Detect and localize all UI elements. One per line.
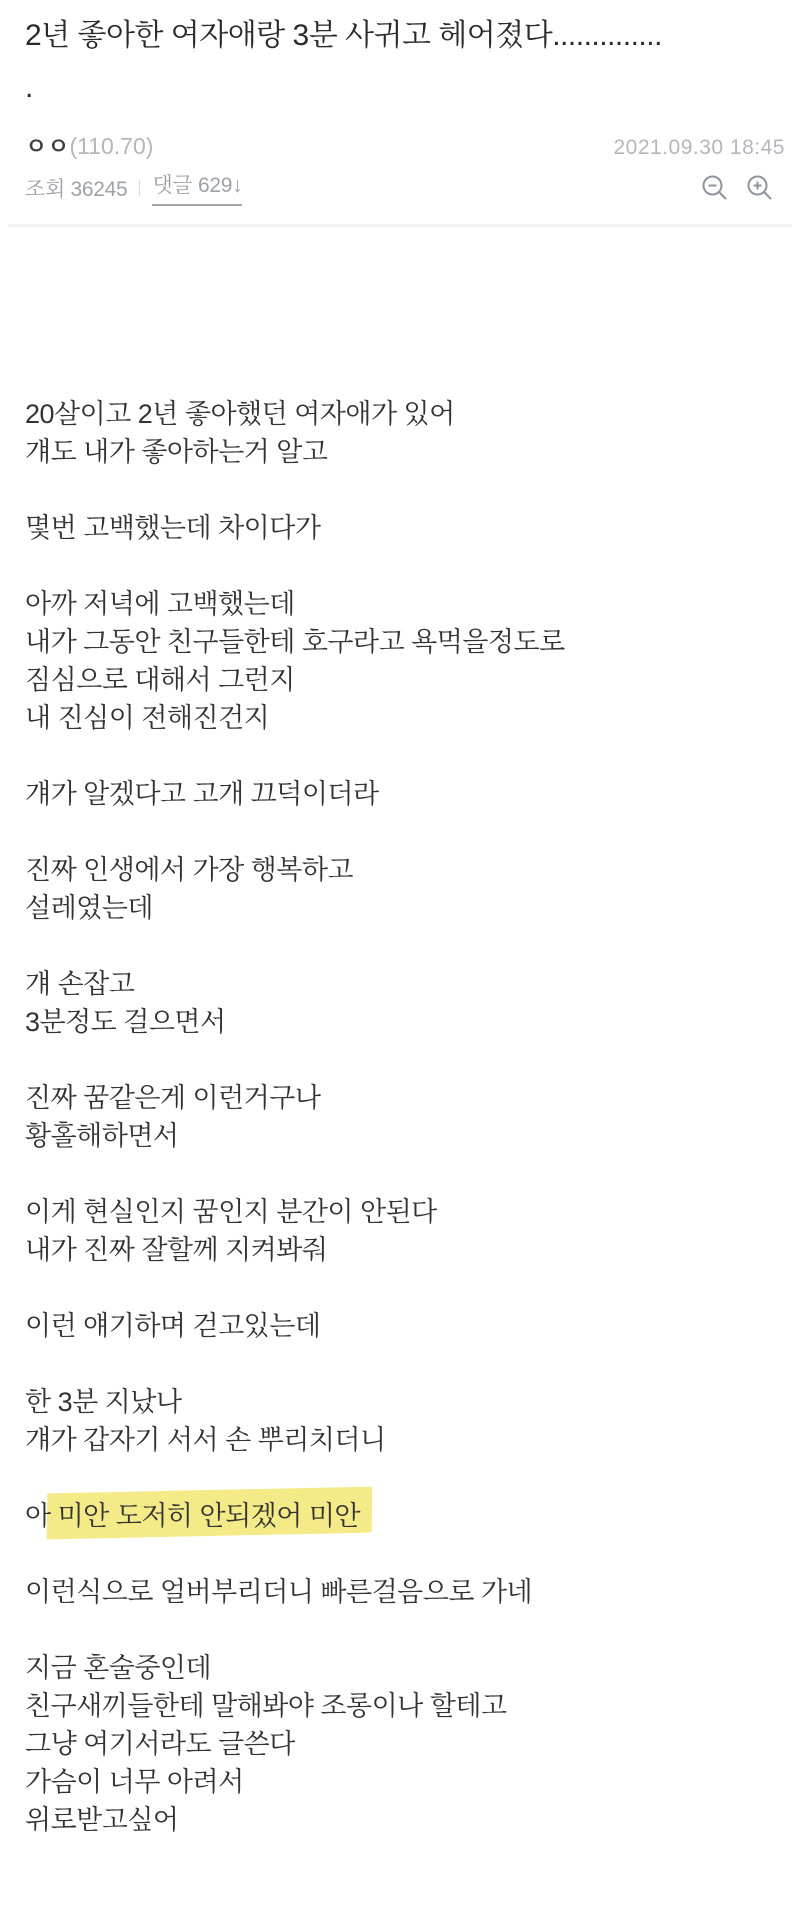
body-line: 가슴이 너무 아려서 [25, 1767, 244, 1797]
zoom-out-button[interactable] [701, 174, 728, 201]
magnifier-plus-icon [746, 174, 773, 201]
body-line: 한 3분 지났나 [25, 1387, 182, 1417]
body-line: 지금 혼술중인데 [25, 1653, 212, 1683]
body-line: 내가 그동안 친구들한테 호구라고 욕먹을정도로 [25, 627, 565, 657]
body-paragraph [25, 509, 785, 547]
body-line: 짐심으로 대해서 그런지 [25, 665, 295, 695]
title-overflow: . [25, 71, 33, 104]
body-line: 걔 손잡고 [25, 969, 135, 999]
body-paragraph [25, 965, 785, 1041]
body-line: 이런식으로 얼버부리더니 빠른걸음으로 가네 [25, 1577, 533, 1607]
body-line: 진짜 꿈같은게 이런거구나 [25, 1083, 321, 1113]
body-line: 3분정도 걸으면서 [25, 1007, 226, 1037]
body-line: 20살이고 2년 좋아했던 여자애가 있어 [25, 399, 455, 429]
author-ip: (110.70) [69, 133, 154, 159]
body-paragraph [25, 775, 785, 813]
body-line: 아 미안 도저히 안되겠어 미안 [25, 1501, 360, 1531]
body-line: 걔가 알겠다고 고개 끄덕이더라 [25, 779, 379, 809]
page-title [25, 10, 785, 114]
body-line: 내가 진짜 잘할께 지켜봐줘 [25, 1235, 328, 1265]
body-line: 아까 저녁에 고백했는데 [25, 589, 295, 619]
body-line: 이게 현실인지 꿈인지 분간이 안된다 [25, 1197, 437, 1227]
comment-link[interactable]: 댓글 629↓ [152, 169, 242, 206]
body-paragraph [25, 585, 785, 737]
body-paragraph [25, 851, 785, 927]
body-line: 설레였는데 [25, 893, 153, 923]
body-line: 이런 얘기하며 걷고있는데 [25, 1311, 321, 1341]
body-paragraph [25, 1079, 785, 1155]
body-line: 위로받고싶어 [25, 1805, 179, 1835]
body-paragraph [25, 1383, 785, 1459]
body-line: 친구새끼들한테 말해봐야 조롱이나 할테고 [25, 1691, 507, 1721]
magnifier-minus-icon [701, 174, 728, 201]
author-row [25, 128, 785, 161]
meta-row [25, 169, 785, 206]
body-line: 내 진심이 전해진건지 [25, 703, 270, 733]
meta-left [25, 169, 242, 206]
body-line: 걔도 내가 좋아하는거 알고 [25, 437, 328, 467]
body-line: 몇번 고백했는데 차이다가 [25, 513, 321, 543]
post-body [25, 227, 785, 1839]
body-line: 그냥 여기서라도 글쓴다 [25, 1729, 295, 1759]
body-paragraph [25, 1193, 785, 1269]
author-name: ㅇㅇ [25, 133, 70, 159]
meta-separator [139, 180, 140, 196]
post-date: 2021.09.30 18:45 [613, 136, 785, 159]
body-line: 진짜 인생에서 가장 행복하고 [25, 855, 353, 885]
title-text: 2년 좋아한 여자애랑 3분 사귀고 헤어졌다.............. [25, 19, 662, 52]
body-line: 걔가 갑자기 서서 손 뿌리치더니 [25, 1425, 386, 1455]
author [25, 128, 153, 161]
body-paragraph [25, 395, 785, 471]
body-line: 황홀해하면서 [25, 1121, 179, 1151]
body-line-highlighted [25, 1497, 360, 1535]
view-count: 조회 36245 [25, 177, 128, 201]
zoom-in-button[interactable] [746, 174, 773, 201]
text-zoom-controls [701, 174, 785, 201]
body-paragraph [25, 1307, 785, 1345]
body-paragraph [25, 1649, 785, 1839]
body-paragraph [25, 1573, 785, 1611]
post-page [0, 10, 800, 1899]
